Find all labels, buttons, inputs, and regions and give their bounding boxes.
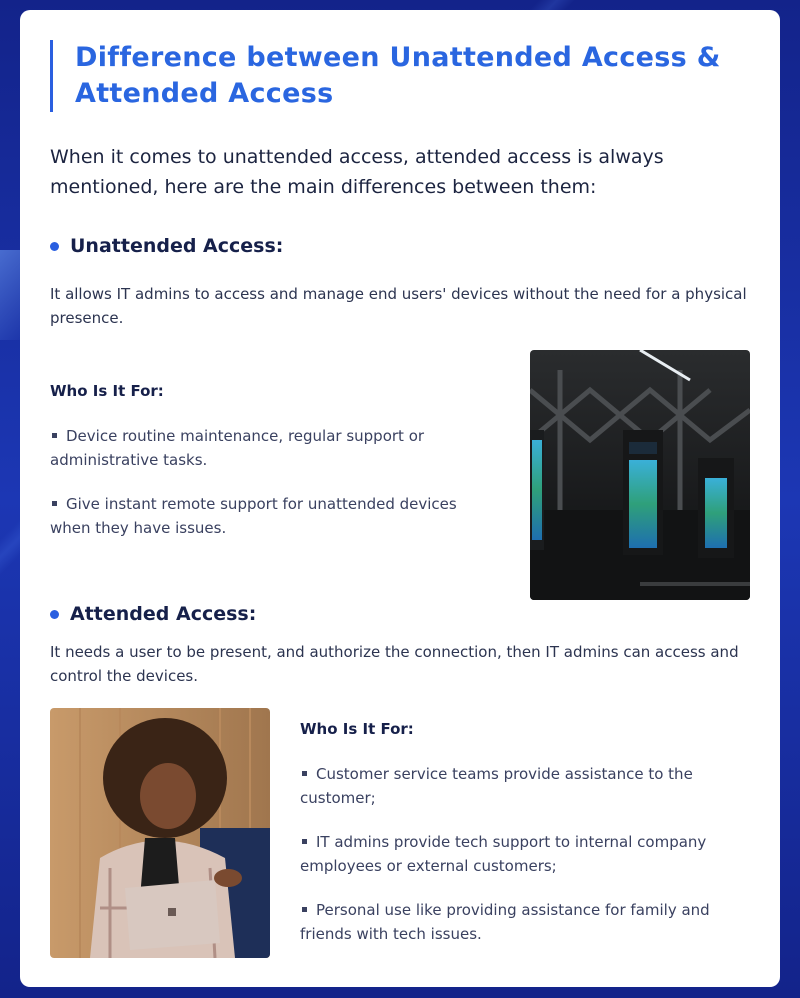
unattended-item-2-text: Give instant remote support for unattended devices when they have issues. [50, 495, 457, 537]
square-bullet-icon [302, 771, 307, 776]
unattended-item-2 [50, 492, 490, 540]
title-block [50, 40, 740, 112]
intro-paragraph: When it comes to unattended access, attended access is always mentioned, here are the main differences between them: [50, 146, 664, 198]
attended-item-3-text: Personal use like providing assistance for family and friends with tech issues. [300, 901, 710, 943]
attended-item-1 [300, 762, 750, 810]
content-card [20, 10, 780, 987]
page-title: Difference between Unattended Access & Attended Access [75, 42, 721, 109]
unattended-heading-text: Unattended Access: [70, 235, 284, 257]
attended-who-label: Who Is It For: [300, 720, 414, 738]
attended-heading-text: Attended Access: [70, 603, 257, 625]
kiosk-photo [530, 350, 750, 600]
bullet-dot-icon [50, 610, 59, 619]
unattended-heading [50, 233, 283, 259]
attended-item-2-text: IT admins provide tech support to internal company employees or external customers; [300, 833, 707, 875]
unattended-description: It allows IT admins to access and manage end users' devices without the need for a physical presence. [50, 285, 747, 327]
square-bullet-icon [52, 433, 57, 438]
attended-description: It needs a user to be present, and authorize the connection, then IT admins can access and control the devices. [50, 643, 739, 685]
woman-laptop-photo [50, 708, 270, 958]
square-bullet-icon [302, 839, 307, 844]
square-bullet-icon [302, 907, 307, 912]
unattended-who-label: Who Is It For: [50, 382, 164, 400]
attended-item-3 [300, 898, 750, 946]
attended-item-2 [300, 830, 750, 878]
attended-heading [50, 601, 256, 627]
square-bullet-icon [52, 501, 57, 506]
attended-item-1-text: Customer service teams provide assistance to the customer; [300, 765, 693, 807]
bullet-dot-icon [50, 242, 59, 251]
unattended-item-1 [50, 424, 490, 472]
unattended-item-1-text: Device routine maintenance, regular support or administrative tasks. [50, 427, 425, 469]
woman-laptop-illustration [50, 708, 270, 958]
kiosk-illustration [530, 350, 750, 600]
